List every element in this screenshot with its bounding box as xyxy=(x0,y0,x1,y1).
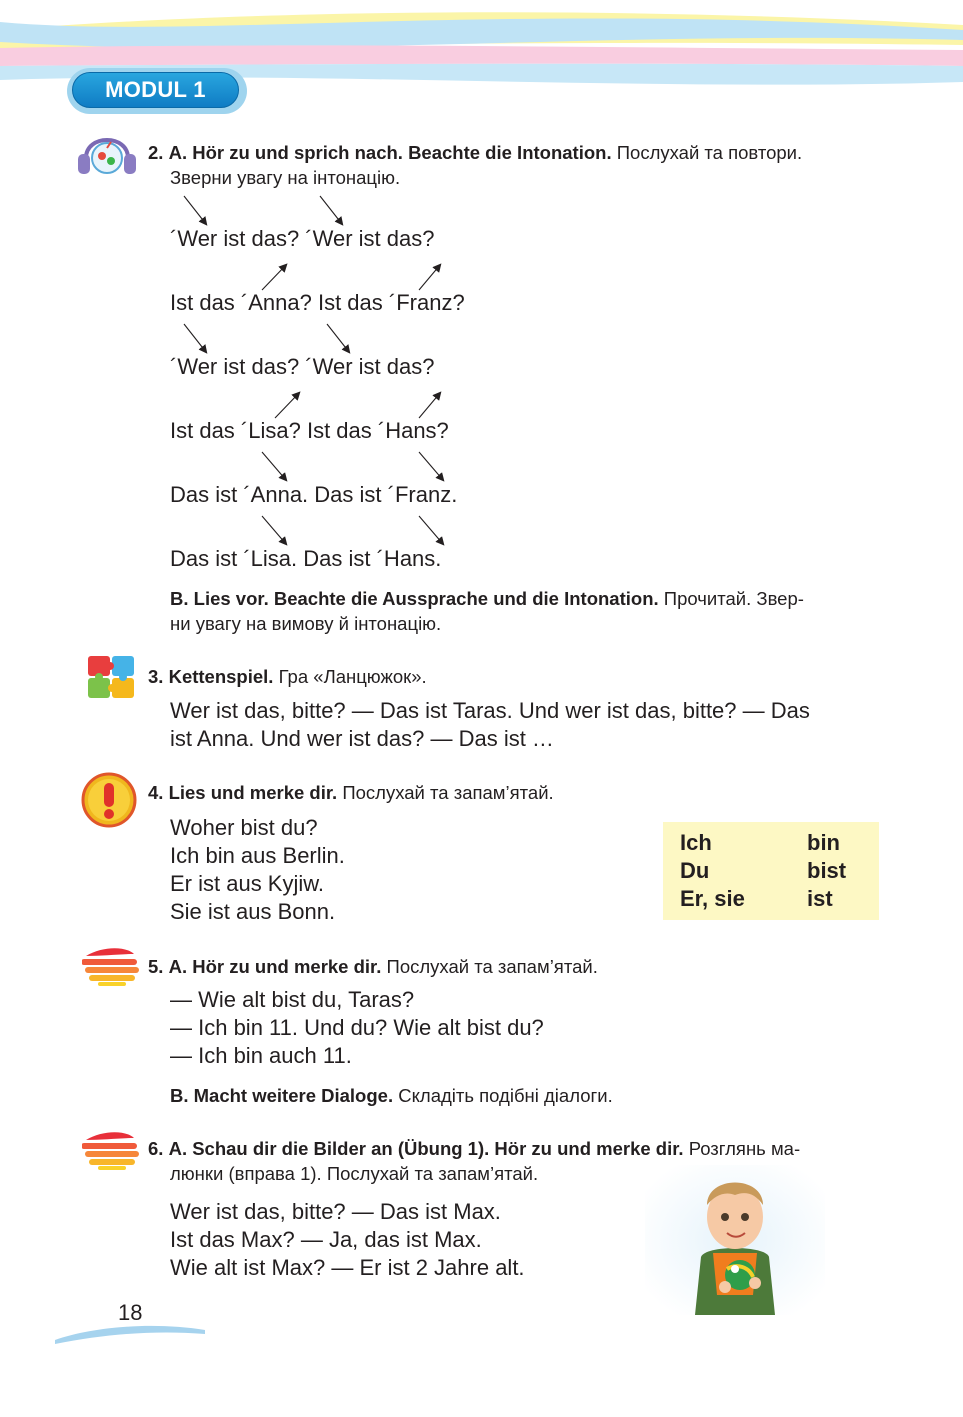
rising-arrow xyxy=(262,265,286,290)
intonation-line-5: Das ist ´Anna. Das ist ´Franz. xyxy=(170,482,458,507)
exercise-2b-instruction-de: B. Lies vor. Beachte die Aussprache und die Intonation. xyxy=(170,588,659,609)
exercise-5-number: 5. xyxy=(148,956,164,977)
module-label: MODUL 1 xyxy=(72,72,239,108)
exercise-5b-instruction-ua: Складіть подібні діалоги. xyxy=(398,1085,613,1106)
exercise-4-number: 4. xyxy=(148,782,164,803)
falling-arrow xyxy=(184,324,206,352)
exercise-3-line-1: Wer ist das, bitte? — Das ist Taras. Und wer ist das, bitte? — Das xyxy=(170,698,810,723)
rising-arrow xyxy=(275,393,299,418)
exercise-5-instruction-de: A. Hör zu und merke dir. xyxy=(168,956,382,977)
exercise-4-heading xyxy=(148,780,554,805)
exclamation-icon xyxy=(80,772,138,828)
rising-arrow xyxy=(419,265,440,290)
exercise-5-line-2: — Ich bin 11. Und du? Wie alt bist du? xyxy=(170,1015,544,1040)
exercise-2-instruction-ua-1: Послухай та повтори. xyxy=(616,142,803,163)
pronoun: Er, sie xyxy=(680,886,745,911)
falling-arrow xyxy=(262,452,286,480)
verb-form: bist xyxy=(807,858,847,883)
conjugation-row xyxy=(680,858,870,884)
exercise-4-instruction-ua: Послухай та запам’ятай. xyxy=(342,782,554,803)
exercise-2b-instruction-ua-2: ни увагу на вимову й інтонацію. xyxy=(170,613,442,634)
exercise-4-line-4: Sie ist aus Bonn. xyxy=(170,899,336,924)
exercise-6-heading xyxy=(148,1136,888,1161)
conjugation-row xyxy=(680,886,870,912)
footer-wave xyxy=(55,1320,205,1346)
exercise-2-heading xyxy=(148,140,888,165)
falling-arrow xyxy=(419,516,443,544)
exercise-4-instruction-de: Lies und merke dir. xyxy=(168,782,338,803)
exercise-2-number: 2. xyxy=(148,142,164,163)
exercise-5-line-1: — Wie alt bist du, Taras? xyxy=(170,987,415,1012)
exercise-5b-heading xyxy=(170,1083,613,1108)
exercise-3-instruction-ua: Гра «Ланцюжок». xyxy=(278,666,427,687)
falling-arrow xyxy=(320,196,342,224)
boy-with-ball-illustration xyxy=(645,1165,825,1315)
exercise-2b-instruction-ua-1: Прочитай. Звер- xyxy=(663,588,804,609)
page-number: 18 xyxy=(118,1300,143,1325)
falling-arrow xyxy=(327,324,349,352)
puzzle-icon xyxy=(84,652,142,704)
rising-arrow xyxy=(419,393,440,418)
verb-form: ist xyxy=(807,886,833,911)
exercise-6-line-3: Wie alt ist Max? — Er ist 2 Jahre alt. xyxy=(170,1255,525,1280)
falling-arrow xyxy=(184,196,206,224)
conjugation-table xyxy=(663,822,879,920)
exercise-6-instruction-ua-1: Розглянь ма- xyxy=(688,1138,801,1159)
headphones-icon xyxy=(74,128,140,182)
exercise-2-instruction-de: A. Hör zu und sprich nach. Beachte die Intonation. xyxy=(168,142,612,163)
exercise-3-heading xyxy=(148,664,427,689)
intonation-line-3: ´Wer ist das? ´Wer ist das? xyxy=(170,354,435,379)
exercise-6-instruction-ua-2: люнки (вправа 1). Послухай та запам’ятай. xyxy=(170,1163,539,1184)
conjugation-row xyxy=(680,830,870,856)
exercise-3-line-2: ist Anna. Und wer ist das? — Das ist … xyxy=(170,726,554,751)
exercise-5-heading xyxy=(148,954,598,979)
exercise-5-instruction-ua: Послухай та запам’ятай. xyxy=(386,956,598,977)
falling-arrow xyxy=(419,452,443,480)
exercise-4-line-3: Er ist aus Kyjiw. xyxy=(170,871,325,896)
pronoun: Du xyxy=(680,858,710,883)
intonation-line-6: Das ist ´Lisa. Das ist ´Hans. xyxy=(170,546,442,571)
exercise-4-line-2: Ich bin aus Berlin. xyxy=(170,843,345,868)
intonation-line-4: Ist das ´Lisa? Ist das ´Hans? xyxy=(170,418,449,443)
intonation-line-1: ´Wer ist das? ´Wer ist das? xyxy=(170,226,435,251)
pronoun: Ich xyxy=(680,830,712,855)
speech-hand-icon xyxy=(82,1128,140,1172)
speech-hand-icon xyxy=(82,944,140,988)
module-badge xyxy=(67,68,247,114)
exercise-5-line-3: — Ich bin auch 11. xyxy=(170,1043,352,1068)
intonation-line-2: Ist das ´Anna? Ist das ´Franz? xyxy=(170,290,465,315)
exercise-3-instruction-de: Kettenspiel. xyxy=(168,666,274,687)
exercise-6-line-2: Ist das Max? — Ja, das ist Max. xyxy=(170,1227,482,1252)
exercise-6-line-1: Wer ist das, bitte? — Das ist Max. xyxy=(170,1199,501,1224)
falling-arrow xyxy=(262,516,286,544)
exercise-5b-instruction-de: B. Macht weitere Dialoge. xyxy=(170,1085,394,1106)
exercise-6-number: 6. xyxy=(148,1138,164,1159)
exercise-4-line-1: Woher bist du? xyxy=(170,815,318,840)
exercise-2-instruction-ua-2: Зверни увагу на інтонацію. xyxy=(170,167,401,188)
verb-form: bin xyxy=(807,830,840,855)
exercise-2b-heading xyxy=(170,586,890,611)
exercise-3-number: 3. xyxy=(148,666,164,687)
exercise-6-instruction-de: A. Schau dir die Bilder an (Übung 1). Hör zu und merke dir. xyxy=(168,1138,684,1159)
